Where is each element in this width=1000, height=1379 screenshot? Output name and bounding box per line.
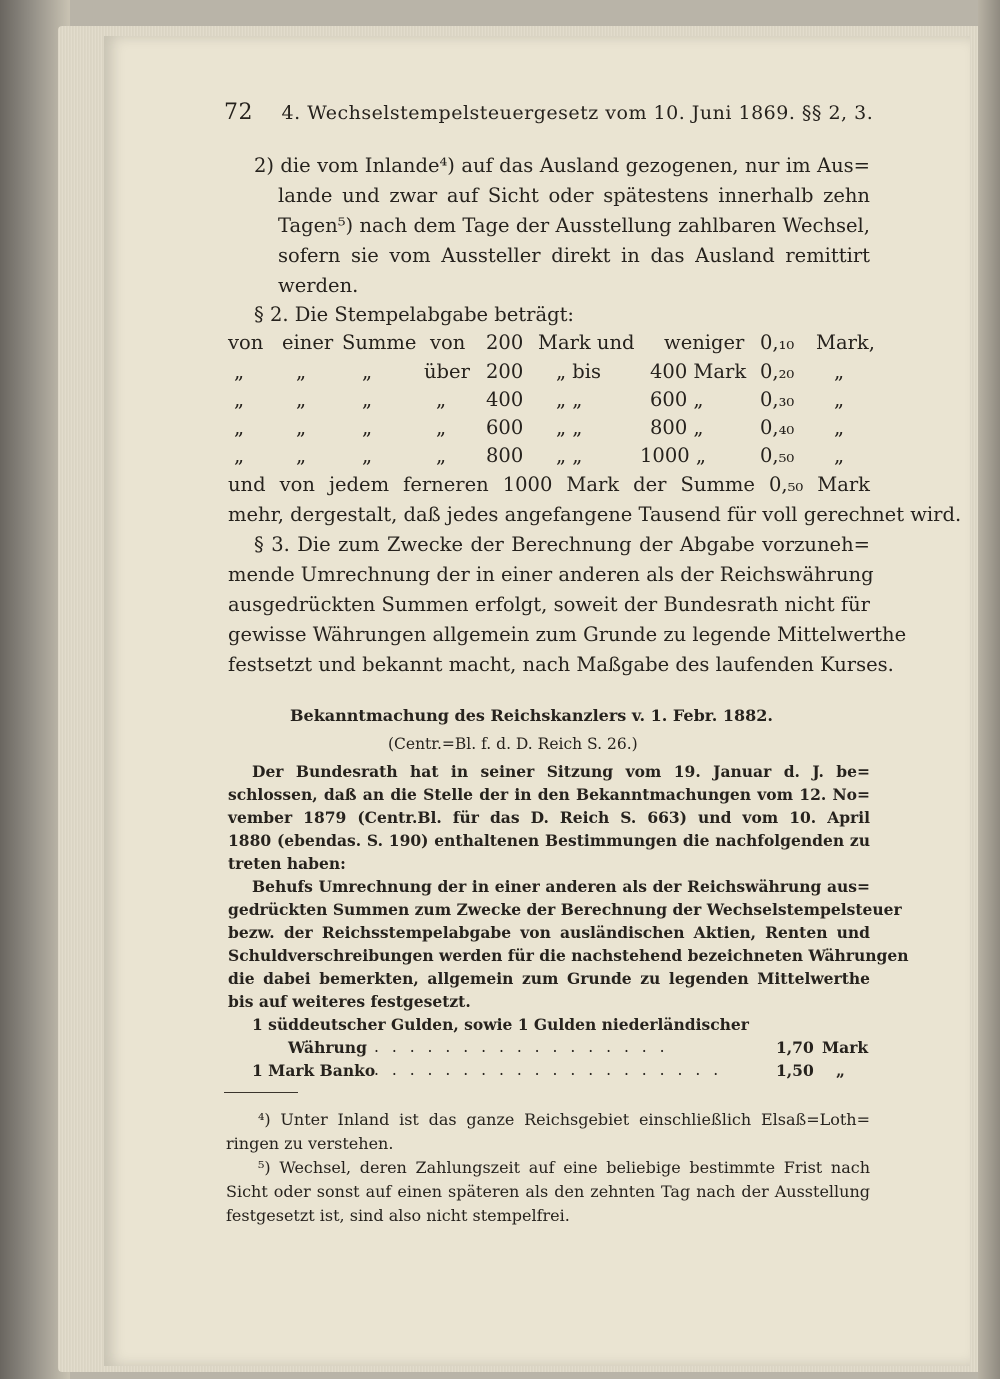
notice-p1-line-2: schlossen, daß an die Stelle der in den Bekanntmachungen vom 12. No= — [228, 785, 870, 804]
book-right-edge — [978, 0, 1000, 1379]
section-3-line-5: festsetzt und bekannt macht, nach Maßgabe des laufenden Kurses. — [228, 653, 894, 676]
rate-line-1-text: 1 süddeutscher Gulden, sowie 1 Gulden niederländischer — [252, 1015, 749, 1034]
running-header — [224, 100, 873, 125]
section-3-line-3: ausgedrückten Summen erfolgt, soweit der Bundesrath nicht für — [228, 593, 870, 616]
footnote-5-line-3: festgesetzt ist, sind also nicht stempelfrei. — [226, 1206, 570, 1225]
footnote-5-line-2: Sicht oder sonst auf einen späteren als den zehnten Tag nach der Ausstellung — [226, 1182, 870, 1201]
running-title: 4. Wechselstempelsteuergesetz vom 10. Juni 1869. §§ 2, 3. — [281, 102, 874, 124]
item2-line-2: lande und zwar auf Sicht oder spätestens innerhalb zehn — [278, 184, 870, 207]
notice-p1-line-5: treten haben: — [228, 854, 346, 873]
dot-leader: . . . . . . . . . . . . . . . . . — [374, 1038, 669, 1056]
notice-p2-line-3: bezw. der Reichsstempelabgabe von ausländischen Aktien, Renten und — [228, 923, 870, 942]
item2-line-4: sofern sie vom Aussteller direkt in das Ausland remittirt — [278, 244, 870, 267]
rate-label: Währung — [288, 1038, 367, 1057]
section-2-intro: § 2. Die Stempelabgabe beträgt: — [254, 303, 574, 326]
notice-p2-line-4: Schuldverschreibungen werden für die nachstehend bezeichneten Währungen — [228, 946, 909, 965]
notice-p2-line-1: Behufs Umrechnung der in einer anderen als der Reichswährung aus= — [252, 877, 870, 896]
section-2-after-2: mehr, dergestalt, daß jedes angefangene Tausend für voll gerechnet wird. — [228, 503, 962, 526]
item2-line-1: 2) die vom Inlande⁴) auf das Ausland gezogenen, nur im Aus= — [254, 154, 870, 177]
notice-title: Bekanntmachung des Reichskanzlers v. 1. Febr. 1882. — [290, 706, 773, 725]
footnote-4-line-1: ⁴) Unter Inland ist das ganze Reichsgebiet einschließlich Elsaß=Loth= — [258, 1110, 870, 1129]
notice-p1-line-4: 1880 (ebendas. S. 190) enthaltenen Bestimmungen die nachfolgenden zu — [228, 831, 870, 850]
rate-label: 1 Mark Banko — [252, 1061, 376, 1080]
rate-value: 1,70 — [776, 1038, 814, 1057]
notice-p1-line-1: Der Bundesrath hat in seiner Sitzung vom 19. Januar d. J. be= — [252, 762, 870, 781]
notice-p2-line-2: gedrückten Summen zum Zwecke der Berechnung der Wechselstempelsteuer — [228, 900, 902, 919]
footnote-5-line-1: ⁵) Wechsel, deren Zahlungszeit auf eine beliebige bestimmte Frist nach — [258, 1158, 870, 1177]
footnote-rule — [224, 1092, 298, 1093]
rate-unit: Mark — [822, 1038, 869, 1057]
item2-line-5: werden. — [278, 274, 359, 297]
dot-leader: . . . . . . . . . . . . . . . . . . . . — [374, 1061, 723, 1079]
rate-value: 1,50 — [776, 1061, 814, 1080]
section-3-line-2: mende Umrechnung der in einer anderen als der Reichswährung — [228, 563, 874, 586]
notice-p2-line-6: bis auf weiteres festgesetzt. — [228, 992, 471, 1011]
rate-unit: „ — [836, 1061, 845, 1080]
section-3-line-4: gewisse Währungen allgemein zum Grunde zu legende Mittelwerthe — [228, 623, 907, 646]
notice-p2-line-5: die dabei bemerkten, allgemein zum Grunde zu legenden Mittelwerthe — [228, 969, 870, 988]
item2-line-3: Tagen⁵) nach dem Tage der Ausstellung zahlbaren Wechsel, — [278, 214, 870, 237]
footnote-4-line-2: ringen zu verstehen. — [226, 1134, 394, 1153]
notice-p1-line-3: vember 1879 (Centr.Bl. für das D. Reich S. 663) und vom 10. April — [228, 808, 870, 827]
notice-source: (Centr.=Bl. f. d. D. Reich S. 26.) — [388, 735, 638, 753]
page-number: 72 — [224, 100, 253, 125]
section-3-line-1: § 3. Die zum Zwecke der Berechnung der Abgabe vorzuneh= — [254, 533, 870, 556]
section-2-after-1: und von jedem ferneren 1000 Mark der Summe 0,₅₀ Mark — [228, 473, 870, 496]
